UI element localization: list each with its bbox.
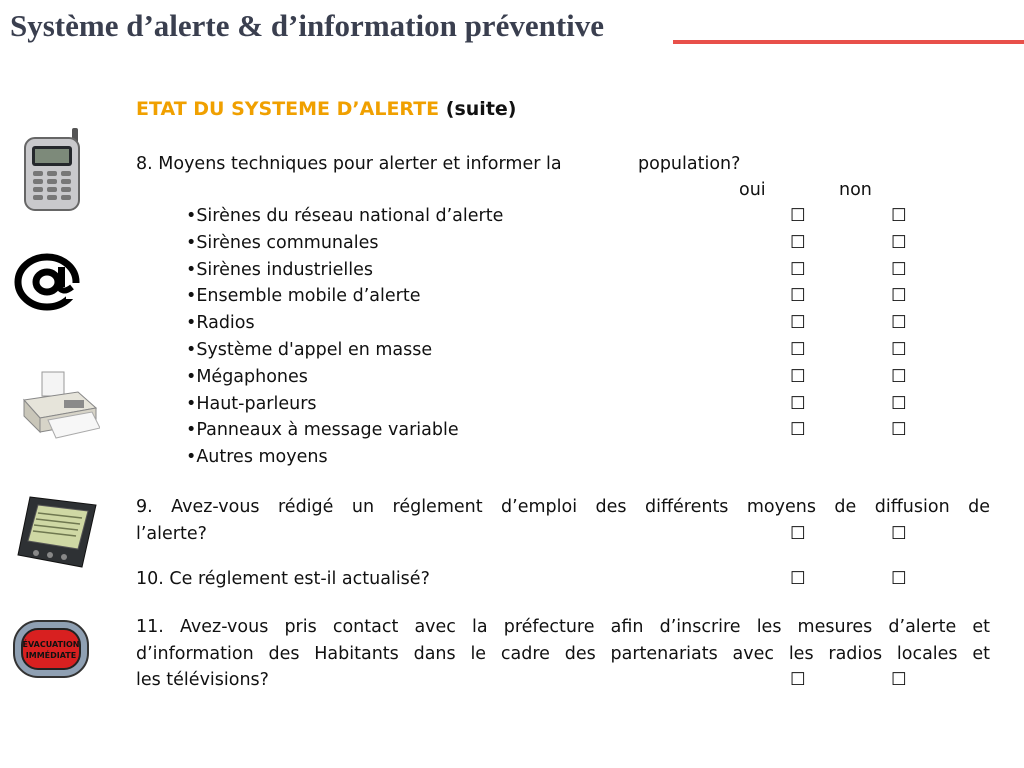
non-checkbox[interactable]: ☐ xyxy=(891,313,907,334)
non-checkbox[interactable]: ☐ xyxy=(891,393,907,414)
column-oui: oui xyxy=(739,180,766,200)
title-underline xyxy=(673,40,1024,44)
question-11-non-checkbox[interactable]: ☐ xyxy=(891,670,907,691)
question-8-item-label: •Panneaux à message variable xyxy=(186,420,459,441)
question-8-text: 8. Moyens techniques pour alerter et informer la xyxy=(136,154,562,174)
question-10-non-checkbox[interactable]: ☐ xyxy=(891,569,907,589)
oui-checkbox[interactable]: ☐ xyxy=(790,286,806,307)
question-8-item-label: •Autres moyens xyxy=(186,447,328,468)
page-title: Système d’alerte & d’information préventive xyxy=(10,8,605,43)
question-8-item xyxy=(136,444,990,470)
question-8-item-label: •Mégaphones xyxy=(186,366,308,387)
question-8-item xyxy=(136,364,990,390)
question-10 xyxy=(136,566,990,592)
question-11-oui-checkbox[interactable]: ☐ xyxy=(790,670,806,691)
non-checkbox[interactable]: ☐ xyxy=(891,259,907,280)
non-checkbox[interactable]: ☐ xyxy=(891,366,907,387)
non-checkbox[interactable]: ☐ xyxy=(891,420,907,441)
section-heading-suffix: (suite) xyxy=(445,98,517,120)
question-10-oui-checkbox[interactable]: ☐ xyxy=(790,569,806,589)
question-8-item xyxy=(136,391,990,417)
question-8-item-label: •Haut-parleurs xyxy=(186,393,317,414)
non-checkbox[interactable]: ☐ xyxy=(891,206,907,226)
question-9-non-checkbox[interactable]: ☐ xyxy=(891,523,907,544)
question-8-item xyxy=(136,257,990,283)
question-11-line-1: 11. Avez-vous pris contact avec la préfecture afin d’inscrire les mesures d’alerte et xyxy=(136,617,990,637)
evacuation-sign-text-1: ÉVACUATION xyxy=(22,640,80,649)
question-8-item xyxy=(136,417,990,443)
question-8-item xyxy=(136,203,990,229)
question-8-item-label: •Sirènes du réseau national d’alerte xyxy=(186,206,504,226)
question-10-text: 10. Ce réglement est-il actualisé? xyxy=(136,569,430,589)
question-8-item-label: •Ensemble mobile d’alerte xyxy=(186,286,421,307)
oui-checkbox[interactable]: ☐ xyxy=(790,366,806,387)
question-8-item-label: •Sirènes industrielles xyxy=(186,259,373,280)
question-8-item xyxy=(136,283,990,309)
non-checkbox[interactable]: ☐ xyxy=(891,232,907,253)
at-sign-icon xyxy=(14,253,80,311)
oui-checkbox[interactable]: ☐ xyxy=(790,259,806,280)
non-checkbox[interactable]: ☐ xyxy=(891,286,907,307)
pda-icon xyxy=(16,493,98,569)
oui-checkbox[interactable]: ☐ xyxy=(790,393,806,414)
oui-checkbox[interactable]: ☐ xyxy=(790,420,806,441)
question-11-line-2: d’information des Habitants dans le cadre des partenariats avec les radios locales et xyxy=(136,643,990,664)
oui-checkbox[interactable]: ☐ xyxy=(790,313,806,334)
question-8-item-label: •Système d'appel en masse xyxy=(186,340,433,360)
question-11 xyxy=(136,614,990,693)
section-heading-main: ETAT DU SYSTEME D’ALERTE xyxy=(136,98,440,120)
question-11-line-3: les télévisions? xyxy=(136,670,269,691)
question-9-line-1: 9. Avez-vous rédigé un réglement d’emploi des différents moyens de diffusion de xyxy=(136,497,990,517)
column-non: non xyxy=(839,180,872,200)
evacuation-sign-text-2: IMMÉDIATE xyxy=(25,651,77,660)
answer-column-headers xyxy=(136,177,990,203)
question-9-line-2: l’alerte? xyxy=(136,523,207,544)
question-8-item xyxy=(136,337,990,363)
fax-machine-icon xyxy=(18,370,100,442)
question-9 xyxy=(136,494,990,547)
question-8 xyxy=(136,151,990,177)
section-heading xyxy=(136,98,516,120)
question-9-oui-checkbox[interactable]: ☐ xyxy=(790,523,806,544)
oui-checkbox[interactable]: ☐ xyxy=(790,206,806,226)
question-8-item-label: •Sirènes communales xyxy=(186,232,379,253)
mobile-phone-icon xyxy=(22,128,84,212)
evacuation-sign-icon xyxy=(12,617,90,681)
question-8-text-end: population? xyxy=(638,154,741,174)
oui-checkbox[interactable]: ☐ xyxy=(790,340,806,360)
oui-checkbox[interactable]: ☐ xyxy=(790,232,806,253)
question-8-item-label: •Radios xyxy=(186,313,255,334)
question-8-item xyxy=(136,230,990,256)
non-checkbox[interactable]: ☐ xyxy=(891,340,907,360)
question-8-item xyxy=(136,310,990,336)
